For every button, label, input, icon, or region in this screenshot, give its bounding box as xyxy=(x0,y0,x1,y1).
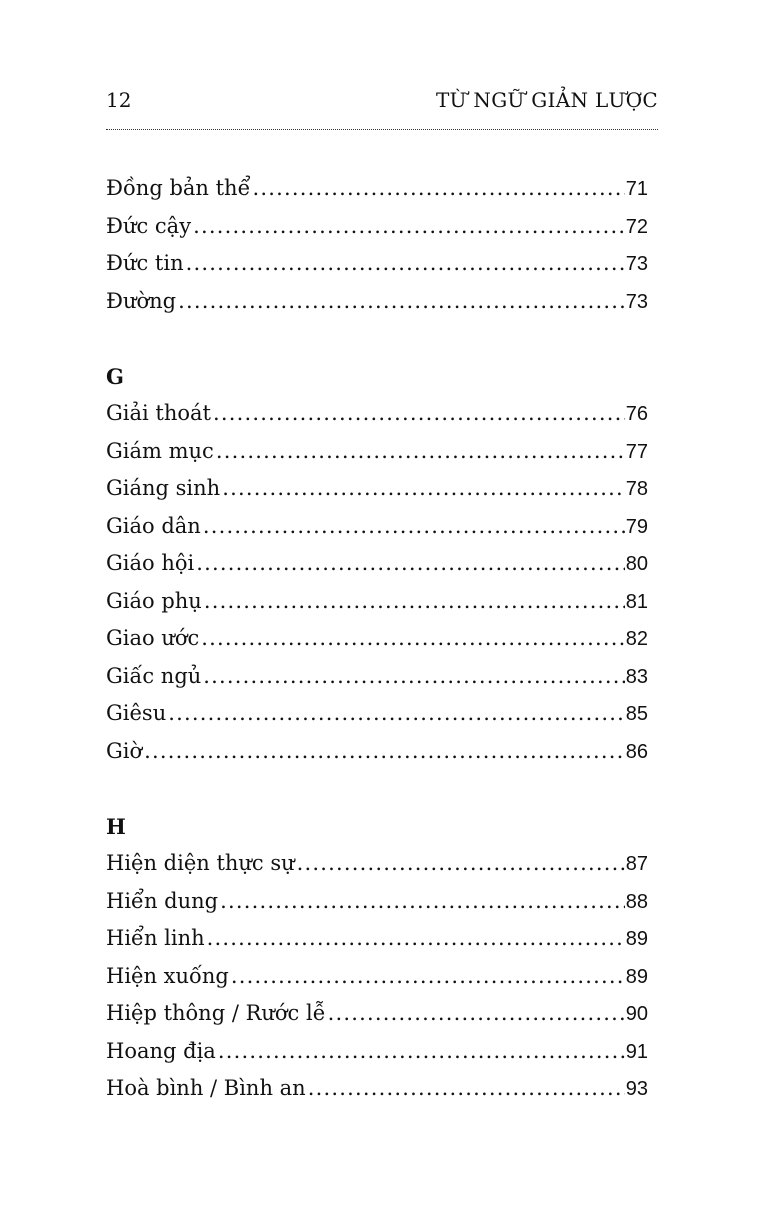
toc-entry[interactable] xyxy=(106,658,648,696)
entry-term: Giáo dân xyxy=(106,513,201,538)
dot-leader xyxy=(178,283,625,321)
entry-term: Đường xyxy=(106,288,177,313)
entry-term: Đức tin xyxy=(106,251,184,275)
dot-leader xyxy=(297,845,625,883)
toc-entry[interactable] xyxy=(106,1033,648,1071)
dot-leader xyxy=(201,620,624,658)
entry-page-number: 73 xyxy=(625,253,648,275)
entry-page-number: 91 xyxy=(625,1040,648,1063)
entry-page-number: 83 xyxy=(625,665,648,688)
toc-entry[interactable] xyxy=(106,845,648,883)
toc-entry[interactable] xyxy=(106,995,648,1033)
running-title: TỪ NGỮ GIẢN LƯỢC xyxy=(435,88,658,112)
entry-page-number: 90 xyxy=(625,1003,648,1025)
toc-entry[interactable] xyxy=(106,208,648,246)
dot-leader xyxy=(222,470,625,508)
toc-section xyxy=(106,170,648,320)
entry-page-number: 93 xyxy=(625,1078,648,1100)
toc-section xyxy=(106,808,648,1108)
entry-term: Hiển dung xyxy=(106,888,219,913)
entry-term: Giấc ngủ xyxy=(106,663,202,688)
entry-page-number: 76 xyxy=(625,403,648,425)
dot-leader xyxy=(203,658,624,696)
toc-entry[interactable] xyxy=(106,733,648,771)
table-of-contents xyxy=(106,170,648,1108)
dot-leader xyxy=(193,208,625,246)
toc-entry[interactable] xyxy=(106,283,648,321)
dot-leader xyxy=(186,245,625,283)
entry-page-number: 85 xyxy=(625,703,648,725)
entry-page-number: 79 xyxy=(625,515,648,538)
entry-page-number: 89 xyxy=(625,965,648,988)
entry-page-number: 81 xyxy=(625,590,648,613)
page-number: 12 xyxy=(106,88,132,112)
section-heading: G xyxy=(106,363,124,389)
entry-term: Giáo phụ xyxy=(106,588,202,613)
toc-entry[interactable] xyxy=(106,245,648,283)
entry-page-number: 82 xyxy=(625,628,648,650)
entry-term: Đức cậy xyxy=(106,213,192,238)
dotted-divider xyxy=(106,129,658,130)
entry-page-number: 89 xyxy=(625,928,648,950)
entry-page-number: 87 xyxy=(625,853,648,875)
entry-page-number: 86 xyxy=(625,740,648,763)
dot-leader xyxy=(328,995,625,1033)
entry-term: Đồng bản thể xyxy=(106,176,251,200)
entry-term: Giáo hội xyxy=(106,551,195,575)
entry-page-number: 88 xyxy=(625,890,648,913)
dot-leader xyxy=(168,695,625,733)
dot-leader xyxy=(204,583,625,621)
entry-term: Hoà bình / Bình an xyxy=(106,1076,306,1100)
entry-term: Hoang địa xyxy=(106,1038,216,1063)
toc-entry[interactable] xyxy=(106,395,648,433)
entry-page-number: 71 xyxy=(625,178,648,200)
page-header xyxy=(106,86,658,114)
entry-page-number: 77 xyxy=(625,440,648,463)
entry-page-number: 72 xyxy=(625,215,648,238)
entry-term: Giải thoát xyxy=(106,401,211,425)
entry-page-number: 73 xyxy=(625,290,648,313)
entry-term: Hiển linh xyxy=(106,926,205,950)
entry-page-number: 78 xyxy=(625,478,648,500)
toc-entry[interactable] xyxy=(106,470,648,508)
dot-leader xyxy=(213,395,625,433)
dot-leader xyxy=(144,733,625,771)
toc-entry[interactable] xyxy=(106,620,648,658)
toc-entry[interactable] xyxy=(106,508,648,546)
dot-leader xyxy=(196,545,625,583)
toc-section xyxy=(106,358,648,771)
entry-term: Hiện xuống xyxy=(106,963,229,988)
toc-entry[interactable] xyxy=(106,1070,648,1108)
entry-term: Giờ xyxy=(106,738,143,763)
dot-leader xyxy=(207,920,625,958)
toc-entry[interactable] xyxy=(106,433,648,471)
section-heading: H xyxy=(106,813,126,839)
entry-term: Giao ước xyxy=(106,626,200,650)
toc-entry[interactable] xyxy=(106,545,648,583)
dot-leader xyxy=(203,508,625,546)
entry-term: Giêsu xyxy=(106,701,167,725)
entry-term: Hiệp thông / Rước lễ xyxy=(106,1001,326,1025)
toc-entry[interactable] xyxy=(106,695,648,733)
toc-entry[interactable] xyxy=(106,170,648,208)
toc-entry[interactable] xyxy=(106,920,648,958)
entry-term: Giám mục xyxy=(106,438,214,463)
dot-leader xyxy=(218,1033,625,1071)
dot-leader xyxy=(220,883,625,921)
toc-entry[interactable] xyxy=(106,883,648,921)
dot-leader xyxy=(308,1070,625,1108)
entry-term: Hiện diện thực sự xyxy=(106,851,295,875)
dot-leader xyxy=(231,958,625,996)
toc-entry[interactable] xyxy=(106,958,648,996)
dot-leader xyxy=(216,433,625,471)
entry-term: Giáng sinh xyxy=(106,476,221,500)
toc-entry[interactable] xyxy=(106,583,648,621)
entry-page-number: 80 xyxy=(625,553,648,575)
dot-leader xyxy=(253,170,625,208)
